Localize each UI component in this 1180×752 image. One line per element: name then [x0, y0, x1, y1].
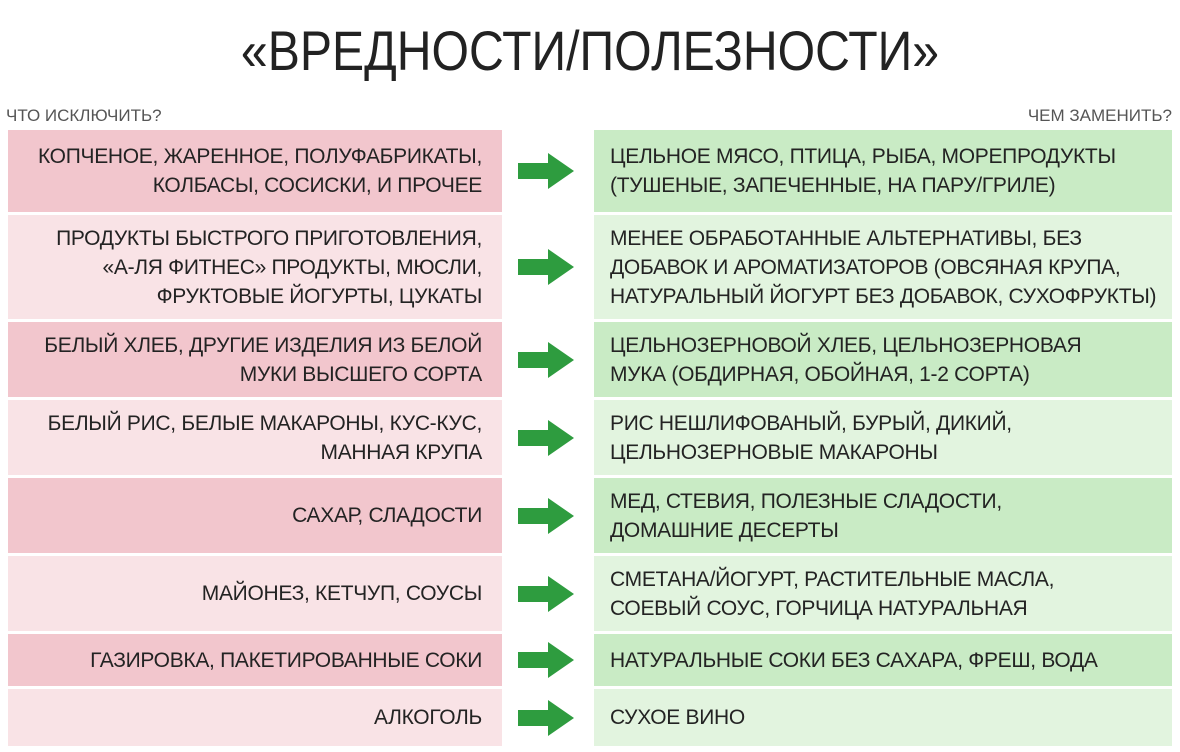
exclude-column-header: ЧТО ИСКЛЮЧИТЬ? [6, 106, 162, 125]
table-row [8, 556, 1172, 634]
exclude-cell [8, 478, 502, 553]
exclude-text: МАЙОНЕЗ, КЕТЧУП, СОУСЫ [201, 582, 482, 605]
exclude-text: ГАЗИРОВКА, ПАКЕТИРОВАННЫЕ СОКИ [90, 648, 482, 672]
table-row [8, 634, 1172, 689]
replace-cell [594, 634, 1172, 686]
exclude-cell [8, 634, 502, 686]
replace-cell [594, 689, 1172, 746]
exclude-cell [8, 130, 502, 212]
table-row [8, 478, 1172, 556]
replace-text: МЕД, СТЕВИЯ, ПОЛЕЗНЫЕ СЛАДОСТИ, ДОМАШНИЕ ДЕСЕРТЫ [610, 489, 1002, 542]
exclude-text: БЕЛЫЙ РИС, БЕЛЫЕ МАКАРОНЫ, КУС-КУС, МАННАЯ КРУПА [47, 411, 482, 464]
replace-cell [594, 215, 1172, 319]
arrow-right-icon [516, 698, 576, 738]
arrow-right-icon [516, 574, 576, 614]
table-row [8, 322, 1172, 400]
replace-column-header: ЧЕМ ЗАМЕНИТЬ? [1027, 106, 1172, 125]
exclude-cell [8, 215, 502, 319]
replace-cell [594, 400, 1172, 475]
replace-text: СМЕТАНА/ЙОГУРТ, РАСТИТЕЛЬНЫЕ МАСЛА, СОЕВЫЙ СОУС, ГОРЧИЦА НАТУРАЛЬНАЯ [610, 567, 1055, 620]
replace-text: РИС НЕШЛИФОВАНЫЙ, БУРЫЙ, ДИКИЙ, ЦЕЛЬНОЗЕРНОВЫЕ МАКАРОНЫ [610, 411, 1012, 464]
exclude-text: САХАР, СЛАДОСТИ [292, 504, 482, 527]
table-row [8, 215, 1172, 322]
replace-text: МЕНЕЕ ОБРАБОТАННЫЕ АЛЬТЕРНАТИВЫ, БЕЗ ДОБАВОК И АРОМАТИЗАТОРОВ (ОВСЯНАЯ КРУПА, НАТУРАЛЬНЫЙ ЙОГУРТ БЕЗ ДОБАВОК, СУХОФРУКТЫ) [610, 226, 1157, 308]
replace-text: ЦЕЛЬНОЕ МЯСО, ПТИЦА, РЫБА, МОРЕПРОДУКТЫ (ТУШЕНЫЕ, ЗАПЕЧЕННЫЕ, НА ПАРУ/ГРИЛЕ) [610, 145, 1116, 197]
replace-cell [594, 130, 1172, 212]
replace-cell [594, 556, 1172, 631]
replace-text: НАТУРАЛЬНЫЕ СОКИ БЕЗ САХАРА, ФРЕШ, ВОДА [610, 648, 1098, 672]
arrow-right-icon [516, 496, 576, 536]
exclude-text: КОПЧЕНОЕ, ЖАРЕННОЕ, ПОЛУФАБРИКАТЫ, КОЛБАСЫ, СОСИСКИ, И ПРОЧЕЕ [37, 145, 482, 197]
replace-cell [594, 478, 1172, 553]
arrow-right-icon [516, 418, 576, 458]
replace-text: ЦЕЛЬНОЗЕРНОВОЙ ХЛЕБ, ЦЕЛЬНОЗЕРНОВАЯ МУКА (ОБДИРНАЯ, ОБОЙНАЯ, 1-2 СОРТА) [610, 333, 1082, 386]
exclude-text: ПРОДУКТЫ БЫСТРОГО ПРИГОТОВЛЕНИЯ, «А-ЛЯ ФИТНЕС» ПРОДУКТЫ, МЮСЛИ, ФРУКТОВЫЕ ЙОГУРТЫ, ЦУКАТЫ [56, 226, 482, 308]
arrow-right-icon [516, 640, 576, 680]
table-row [8, 400, 1172, 478]
table-row [8, 130, 1172, 215]
exclude-cell [8, 556, 502, 631]
exclude-cell [8, 689, 502, 746]
arrow-right-icon [516, 340, 576, 380]
table-row [8, 689, 1172, 749]
page-title: «ВРЕДНОСТИ/ПОЛЕЗНОСТИ» [240, 19, 940, 82]
replace-text: СУХОЕ ВИНО [610, 706, 745, 729]
arrow-right-icon [516, 151, 576, 191]
exclude-text: АЛКОГОЛЬ [373, 706, 482, 729]
exclude-text: БЕЛЫЙ ХЛЕБ, ДРУГИЕ ИЗДЕЛИЯ ИЗ БЕЛОЙ МУКИ ВЫСШЕГО СОРТА [44, 333, 482, 386]
exclude-cell [8, 400, 502, 475]
replace-cell [594, 322, 1172, 397]
exclude-cell [8, 322, 502, 397]
arrow-right-icon [516, 247, 576, 287]
